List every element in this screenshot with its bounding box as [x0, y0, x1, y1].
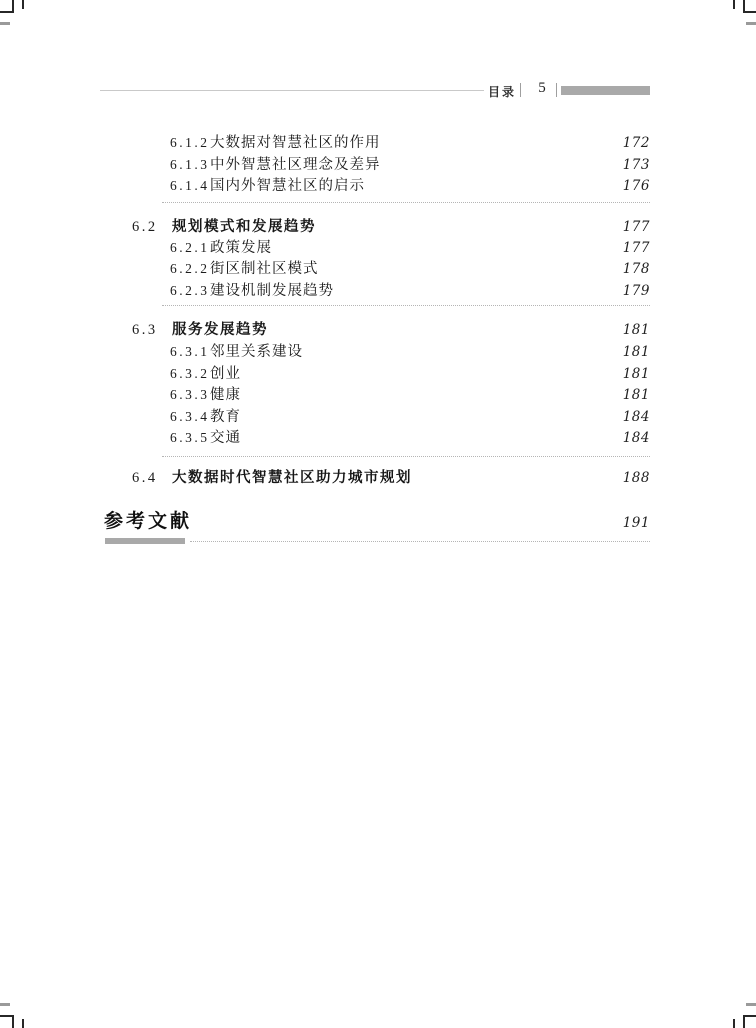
entry-title: 教育 [210, 409, 241, 425]
entry-page-number: 173 [622, 157, 650, 173]
entry-page-number: 181 [622, 344, 650, 360]
header-page-number: 5 [538, 80, 546, 96]
toc-row [100, 217, 650, 237]
entry-page-number: 177 [622, 219, 650, 235]
entry-title: 大数据时代智慧社区助力城市规划 [172, 470, 412, 486]
entry-number: 6.2.2 [170, 261, 210, 276]
toc-row [100, 407, 650, 427]
references-page-number: 191 [622, 515, 650, 531]
toc-row [100, 428, 650, 448]
entry-title: 中外智慧社区理念及差异 [210, 157, 381, 173]
entry-number: 6.3.1 [170, 344, 210, 359]
entry-number: 6.3.3 [170, 387, 210, 402]
entry-page-number: 184 [622, 430, 650, 446]
references-heading [104, 509, 650, 535]
entry-page-number: 179 [622, 283, 650, 299]
entry-number: 6.3.4 [170, 409, 210, 424]
entry-page-number: 181 [622, 322, 650, 338]
entry-number: 6.2 [132, 219, 158, 235]
section-separator [162, 456, 650, 457]
toc-row [100, 364, 650, 384]
section-separator [162, 202, 650, 203]
entry-number: 6.4 [132, 470, 158, 486]
references-title: 参考文献 [104, 511, 193, 532]
toc-row [100, 259, 650, 279]
entry-number: 6.1.3 [170, 157, 210, 172]
entry-page-number: 188 [622, 470, 650, 486]
toc-row [100, 468, 650, 488]
toc-row [100, 238, 650, 258]
header-divider [520, 83, 521, 97]
entry-title: 街区制社区模式 [210, 261, 319, 277]
header-section-label: 目录 [488, 85, 517, 99]
entry-title: 规划模式和发展趋势 [172, 219, 316, 235]
entry-number: 6.3.2 [170, 366, 210, 381]
toc-row [100, 133, 650, 153]
entry-title: 政策发展 [210, 240, 272, 256]
entry-title: 国内外智慧社区的启示 [210, 178, 365, 194]
entry-page-number: 178 [622, 261, 650, 277]
entry-number: 6.3.5 [170, 430, 210, 445]
entry-page-number: 177 [622, 240, 650, 256]
toc-row [100, 342, 650, 362]
entry-number: 6.1.2 [170, 135, 210, 150]
entry-number: 6.3 [132, 322, 158, 338]
toc-row [100, 176, 650, 196]
header-gray-bar [561, 86, 650, 95]
toc-row [100, 281, 650, 301]
section-separator [162, 305, 650, 306]
entry-page-number: 184 [622, 409, 650, 425]
references-gray-bar [105, 538, 185, 544]
entry-page-number: 176 [622, 178, 650, 194]
entry-title: 邻里关系建设 [210, 344, 303, 360]
entry-page-number: 172 [622, 135, 650, 151]
entry-number: 6.2.3 [170, 283, 210, 298]
entry-number: 6.1.4 [170, 178, 210, 193]
entry-page-number: 181 [622, 387, 650, 403]
entry-title: 大数据对智慧社区的作用 [210, 135, 381, 151]
entry-page-number: 181 [622, 366, 650, 382]
entry-title: 健康 [210, 387, 241, 403]
toc-row [100, 385, 650, 405]
header-divider [556, 83, 557, 97]
entry-title: 建设机制发展趋势 [210, 283, 334, 299]
entry-number: 6.2.1 [170, 240, 210, 255]
entry-title: 创业 [210, 366, 241, 382]
entry-title: 服务发展趋势 [172, 322, 268, 338]
toc-row [100, 155, 650, 175]
references-dotted-rule [190, 541, 650, 542]
entry-title: 交通 [210, 430, 241, 446]
toc-row [100, 320, 650, 340]
header-rule [100, 90, 484, 91]
